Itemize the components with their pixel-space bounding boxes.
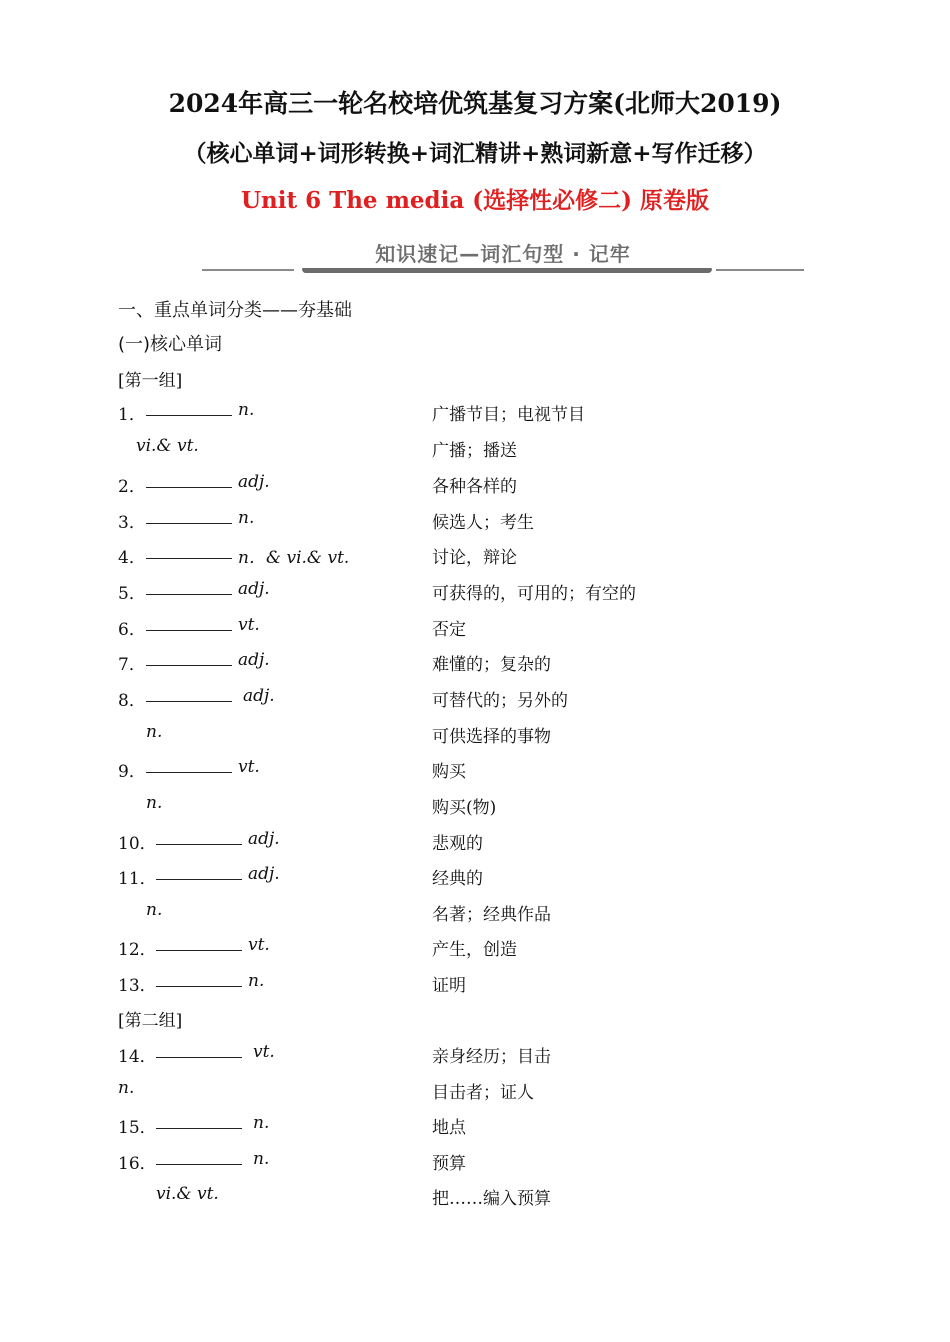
part-of-speech: adj. bbox=[248, 829, 280, 849]
part-of-speech: vi.& vt. bbox=[136, 436, 199, 456]
answer-blank[interactable] bbox=[146, 701, 232, 702]
vocab-row bbox=[0, 436, 950, 466]
vocab-row bbox=[0, 400, 950, 430]
vocab-row bbox=[0, 935, 950, 965]
vocab-row bbox=[0, 579, 950, 609]
section-banner bbox=[200, 234, 806, 274]
item-number: 13． bbox=[118, 976, 157, 996]
chinese-meaning: 候选人；考生 bbox=[432, 513, 534, 533]
answer-blank[interactable] bbox=[156, 986, 242, 987]
chinese-meaning: 可供选择的事物 bbox=[432, 727, 551, 747]
part-of-speech: adj. bbox=[238, 650, 270, 670]
chinese-meaning: 把……编入预算 bbox=[432, 1189, 551, 1209]
answer-blank[interactable] bbox=[156, 1164, 242, 1165]
group-label-2: [第二组] bbox=[118, 1011, 183, 1031]
chinese-meaning: 亲身经历；目击 bbox=[432, 1047, 551, 1067]
answer-blank[interactable] bbox=[146, 772, 232, 773]
vocab-row bbox=[0, 543, 950, 573]
vocab-row bbox=[0, 864, 950, 894]
answer-blank[interactable] bbox=[146, 665, 232, 666]
part-of-speech: n. bbox=[248, 971, 265, 991]
vocab-row bbox=[0, 1078, 950, 1108]
vocab-row bbox=[0, 686, 950, 716]
answer-blank[interactable] bbox=[146, 415, 232, 416]
chinese-meaning: 购买 bbox=[432, 762, 466, 782]
vocab-row bbox=[0, 829, 950, 859]
part-of-speech: n. bbox=[238, 508, 255, 528]
section-subheading: (一)核心单词 bbox=[118, 334, 223, 355]
vocab-row bbox=[0, 757, 950, 787]
answer-blank[interactable] bbox=[146, 558, 232, 559]
chinese-meaning: 地点 bbox=[432, 1118, 466, 1138]
part-of-speech: adj. bbox=[238, 579, 270, 599]
part-of-speech: n. bbox=[146, 793, 163, 813]
item-number: 1． bbox=[118, 405, 146, 425]
item-number: 8． bbox=[118, 691, 146, 711]
item-number: 10． bbox=[118, 834, 157, 854]
chinese-meaning: 产生，创造 bbox=[432, 940, 517, 960]
vocab-row bbox=[0, 900, 950, 930]
vocab-row bbox=[0, 650, 950, 680]
group-label-1: [第一组] bbox=[118, 371, 183, 391]
chinese-meaning: 可获得的，可用的；有空的 bbox=[432, 584, 636, 604]
answer-blank[interactable] bbox=[146, 487, 232, 488]
item-number: 14． bbox=[118, 1047, 157, 1067]
answer-blank[interactable] bbox=[146, 594, 232, 595]
part-of-speech: vi.& vt. bbox=[156, 1184, 219, 1204]
answer-blank[interactable] bbox=[156, 844, 242, 845]
part-of-speech: n．& vi.& vt. bbox=[238, 548, 350, 568]
part-of-speech: vt. bbox=[253, 1042, 275, 1062]
part-of-speech: vt. bbox=[238, 615, 260, 635]
banner-underline bbox=[302, 268, 712, 273]
item-number: 5． bbox=[118, 584, 146, 604]
item-number: 7． bbox=[118, 655, 146, 675]
answer-blank[interactable] bbox=[156, 1128, 242, 1129]
vocab-row bbox=[0, 1184, 950, 1214]
vocab-row bbox=[0, 615, 950, 645]
chinese-meaning: 悲观的 bbox=[432, 834, 483, 854]
vocab-row bbox=[0, 722, 950, 752]
document-title: 2024年高三一轮名校培优筑基复习方案(北师大2019) bbox=[168, 89, 782, 118]
item-number: 3． bbox=[118, 513, 146, 533]
item-number: 4． bbox=[118, 548, 146, 568]
part-of-speech: n. bbox=[253, 1113, 270, 1133]
part-of-speech: adj. bbox=[238, 472, 270, 492]
part-of-speech: n. bbox=[146, 722, 163, 742]
banner-text: 知识速记—词汇句型 · 记牢 bbox=[375, 242, 631, 266]
part-of-speech: n. bbox=[118, 1078, 135, 1098]
chinese-meaning: 否定 bbox=[432, 620, 466, 640]
chinese-meaning: 难懂的；复杂的 bbox=[432, 655, 551, 675]
answer-blank[interactable] bbox=[156, 950, 242, 951]
part-of-speech: n. bbox=[146, 900, 163, 920]
chinese-meaning: 预算 bbox=[432, 1154, 466, 1174]
chinese-meaning: 经典的 bbox=[432, 869, 483, 889]
answer-blank[interactable] bbox=[156, 1057, 242, 1058]
chinese-meaning: 广播；播送 bbox=[432, 441, 517, 461]
item-number: 16． bbox=[118, 1154, 157, 1174]
item-number: 15． bbox=[118, 1118, 157, 1138]
vocab-row bbox=[0, 1149, 950, 1179]
item-number: 12． bbox=[118, 940, 157, 960]
part-of-speech: adj. bbox=[248, 864, 280, 884]
vocab-row bbox=[0, 793, 950, 823]
chinese-meaning: 各种各样的 bbox=[432, 477, 517, 497]
part-of-speech: n. bbox=[253, 1149, 270, 1169]
part-of-speech: vt. bbox=[248, 935, 270, 955]
vocab-row bbox=[0, 472, 950, 502]
banner-divider-right bbox=[716, 269, 804, 271]
part-of-speech: adj. bbox=[243, 686, 275, 706]
vocab-row bbox=[0, 971, 950, 1001]
answer-blank[interactable] bbox=[156, 879, 242, 880]
item-number: 9． bbox=[118, 762, 146, 782]
part-of-speech: n. bbox=[238, 400, 255, 420]
answer-blank[interactable] bbox=[146, 630, 232, 631]
document-subtitle: （核心单词+词形转换+词汇精讲+熟词新意+写作迁移） bbox=[183, 140, 767, 167]
part-of-speech: vt. bbox=[238, 757, 260, 777]
chinese-meaning: 讨论，辩论 bbox=[432, 548, 517, 568]
vocab-row bbox=[0, 1042, 950, 1072]
section-heading: 一、重点单词分类——夯基础 bbox=[118, 300, 352, 321]
item-number: 2． bbox=[118, 477, 146, 497]
item-number: 11． bbox=[118, 869, 157, 889]
answer-blank[interactable] bbox=[146, 523, 232, 524]
chinese-meaning: 名著；经典作品 bbox=[432, 905, 551, 925]
chinese-meaning: 可替代的；另外的 bbox=[432, 691, 568, 711]
vocab-row bbox=[0, 1113, 950, 1143]
chinese-meaning: 证明 bbox=[432, 976, 466, 996]
banner-divider-left bbox=[202, 269, 294, 271]
vocab-row bbox=[0, 508, 950, 538]
unit-title: Unit 6 The media (选择性必修二) 原卷版 bbox=[240, 187, 710, 214]
chinese-meaning: 目击者；证人 bbox=[432, 1083, 534, 1103]
chinese-meaning: 广播节目；电视节目 bbox=[432, 405, 585, 425]
chinese-meaning: 购买(物) bbox=[432, 798, 497, 818]
item-number: 6． bbox=[118, 620, 146, 640]
